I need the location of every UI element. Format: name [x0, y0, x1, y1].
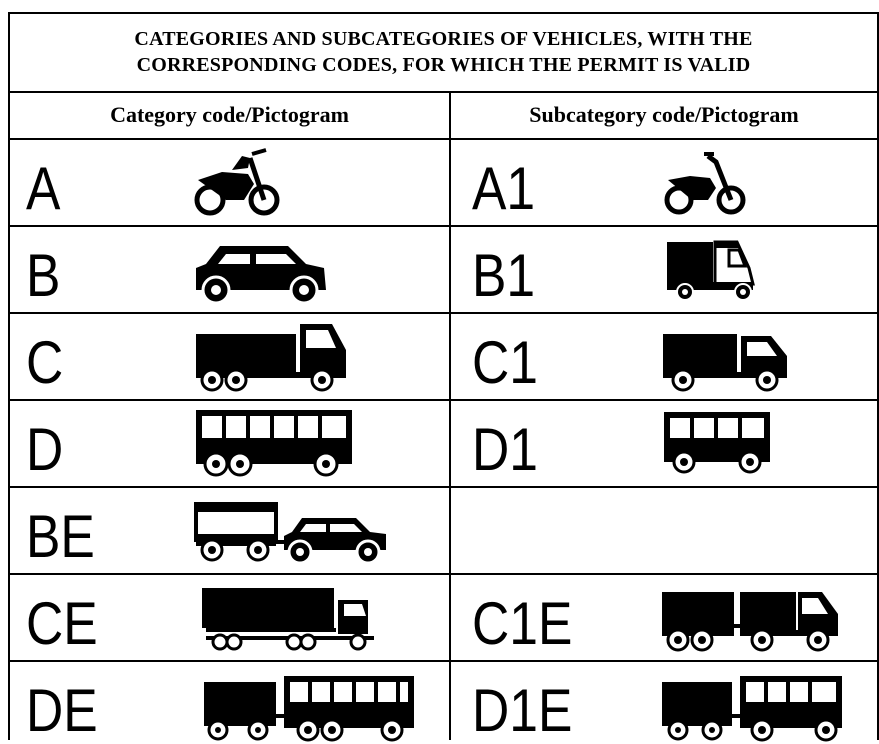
title-line-2: CORRESPONDING CODES, FOR WHICH THE PERMIT IS VALID: [136, 54, 751, 76]
table-border-top: [8, 12, 879, 14]
car-icon: [194, 242, 328, 306]
minibus-with-trailer-icon: [662, 674, 844, 740]
row-divider: [8, 399, 879, 401]
truck-icon: [196, 322, 348, 392]
category-code: DE: [26, 677, 98, 744]
subcategory-code: D1E: [472, 677, 573, 744]
column-divider: [449, 91, 451, 740]
bus-with-trailer-icon: [204, 674, 416, 740]
subcategory-code: C1E: [472, 590, 573, 657]
bus-icon: [196, 408, 356, 480]
column-header-subcategory: Subcategory code/Pictogram: [529, 102, 799, 127]
subcategory-code: D1: [472, 416, 538, 483]
row-divider: [8, 312, 879, 314]
subcategory-code: C1: [472, 329, 538, 396]
category-code: D: [26, 416, 64, 483]
articulated-truck-icon: [202, 586, 374, 652]
three-wheeler-icon: [665, 240, 757, 304]
light-motorcycle-icon: [664, 152, 746, 216]
light-truck-icon: [663, 330, 789, 392]
title-line-1: CATEGORIES AND SUBCATEGORIES OF VEHICLES, WITH THE: [134, 28, 753, 50]
column-header-category: Category code/Pictogram: [110, 102, 349, 127]
subcategory-code: A1: [472, 155, 536, 222]
subcategory-code: B1: [472, 242, 536, 309]
divider-title: [8, 91, 879, 93]
table-title: [8, 26, 879, 78]
category-code: A: [26, 155, 61, 222]
category-code: C: [26, 329, 64, 396]
motorcycle-icon: [192, 150, 284, 218]
category-code: BE: [26, 503, 95, 570]
row-divider: [8, 573, 879, 575]
row-divider: [8, 225, 879, 227]
light-truck-with-trailer-icon: [662, 588, 840, 652]
minibus-icon: [664, 410, 772, 474]
category-code: CE: [26, 590, 98, 657]
car-with-trailer-icon: [196, 500, 388, 568]
divider-header: [8, 138, 879, 140]
row-divider: [8, 486, 879, 488]
row-divider: [8, 660, 879, 662]
category-code: B: [26, 242, 61, 309]
